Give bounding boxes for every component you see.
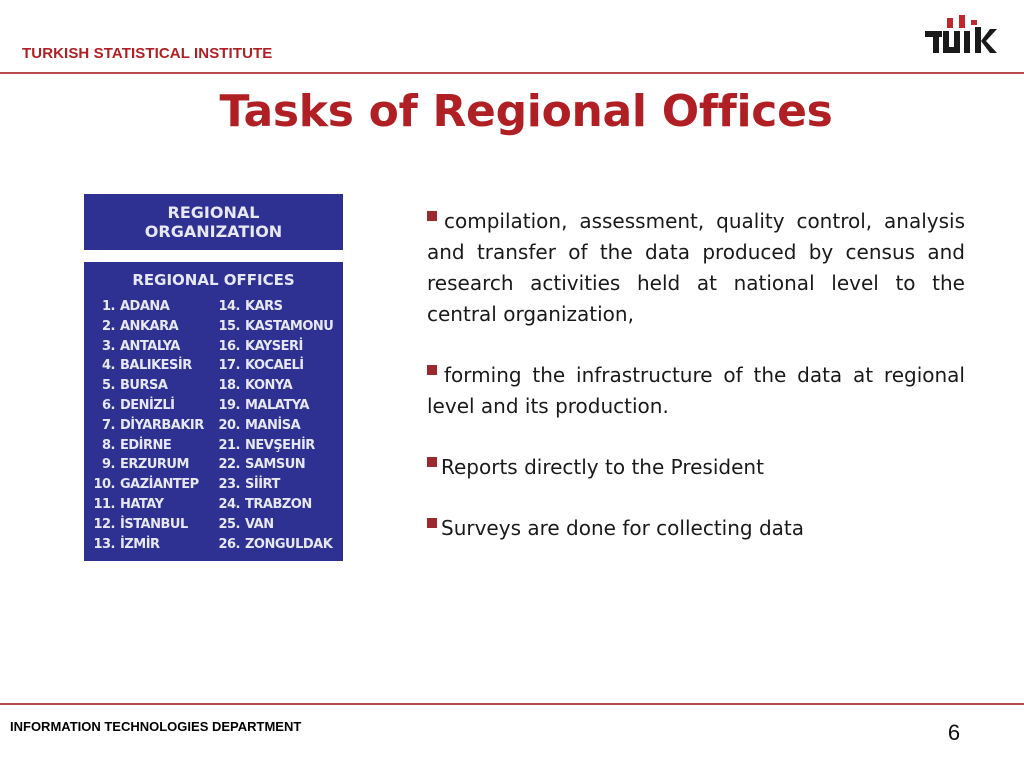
office-item: 19. MALATYA — [218, 397, 309, 413]
square-bullet-icon — [427, 518, 437, 528]
task-text: compilation, assessment, quality control, analysis and transfer of the data produced by census and research activities held at national level to the central organization, — [427, 209, 965, 326]
office-item: 9. ERZURUM — [102, 457, 189, 473]
office-item: 1. ADANA — [102, 299, 170, 314]
office-item: 20. MANİSA — [218, 417, 301, 433]
slide-title: Tasks of Regional Offices — [219, 86, 833, 137]
office-item: 11. HATAY — [93, 496, 164, 512]
task-item — [427, 452, 965, 483]
task-list — [427, 206, 965, 574]
regional-organization-line1: REGIONAL — [167, 203, 260, 222]
office-item: 14. KARS — [218, 299, 283, 314]
offices-left-column — [91, 297, 204, 554]
square-bullet-icon — [427, 365, 437, 375]
office-item: 6. DENİZLİ — [102, 397, 175, 413]
office-item: 17. KOCAELİ — [218, 358, 304, 374]
office-item: 22. SAMSUN — [218, 457, 306, 473]
page-number: 6 — [947, 720, 961, 745]
office-item: 3. ANTALYA — [102, 338, 180, 354]
office-item: 12. İSTANBUL — [93, 516, 188, 532]
office-item: 23. SİİRT — [218, 477, 280, 493]
office-item: 5. BURSA — [102, 378, 168, 394]
organization-name: TURKISH STATISTICAL INSTITUTE — [22, 45, 273, 62]
office-item: 15. KASTAMONU — [218, 318, 334, 334]
office-item: 16. KAYSERİ — [218, 338, 303, 354]
task-item — [427, 360, 965, 422]
office-item: 4. BALIKESİR — [102, 358, 192, 374]
task-item — [427, 206, 965, 330]
office-item: 21. NEVŞEHİR — [218, 437, 315, 453]
office-item: 18. KONYA — [218, 378, 293, 394]
square-bullet-icon — [427, 457, 437, 467]
office-item: 24. TRABZON — [218, 496, 312, 512]
task-text: Reports directly to the President — [441, 455, 764, 479]
office-item: 8. EDİRNE — [102, 437, 172, 453]
office-item: 2. ANKARA — [102, 318, 179, 334]
office-item: 26. ZONGULDAK — [218, 536, 333, 552]
tuik-logo — [922, 14, 998, 56]
regional-organization-box — [84, 194, 343, 250]
task-text: forming the infrastructure of the data at regional level and its production. — [427, 363, 965, 418]
office-item: 25. VAN — [218, 516, 274, 532]
footer-divider — [0, 703, 1024, 705]
task-item — [427, 513, 965, 544]
regional-organization-line2: ORGANIZATION — [144, 222, 283, 241]
offices-right-column — [214, 297, 333, 554]
header-divider — [0, 72, 1024, 74]
footer-department: INFORMATION TECHNOLOGIES DEPARTMENT — [10, 719, 302, 734]
regional-organization-label — [84, 203, 343, 241]
square-bullet-icon — [427, 211, 437, 221]
office-item: 10. GAZİANTEP — [93, 477, 199, 493]
office-item: 13. İZMİR — [93, 536, 160, 552]
office-item: 7. DİYARBAKIR — [102, 417, 204, 433]
regional-offices-box — [84, 262, 343, 561]
task-text: Surveys are done for collecting data — [441, 516, 804, 540]
regional-offices-heading: REGIONAL OFFICES — [132, 271, 295, 289]
